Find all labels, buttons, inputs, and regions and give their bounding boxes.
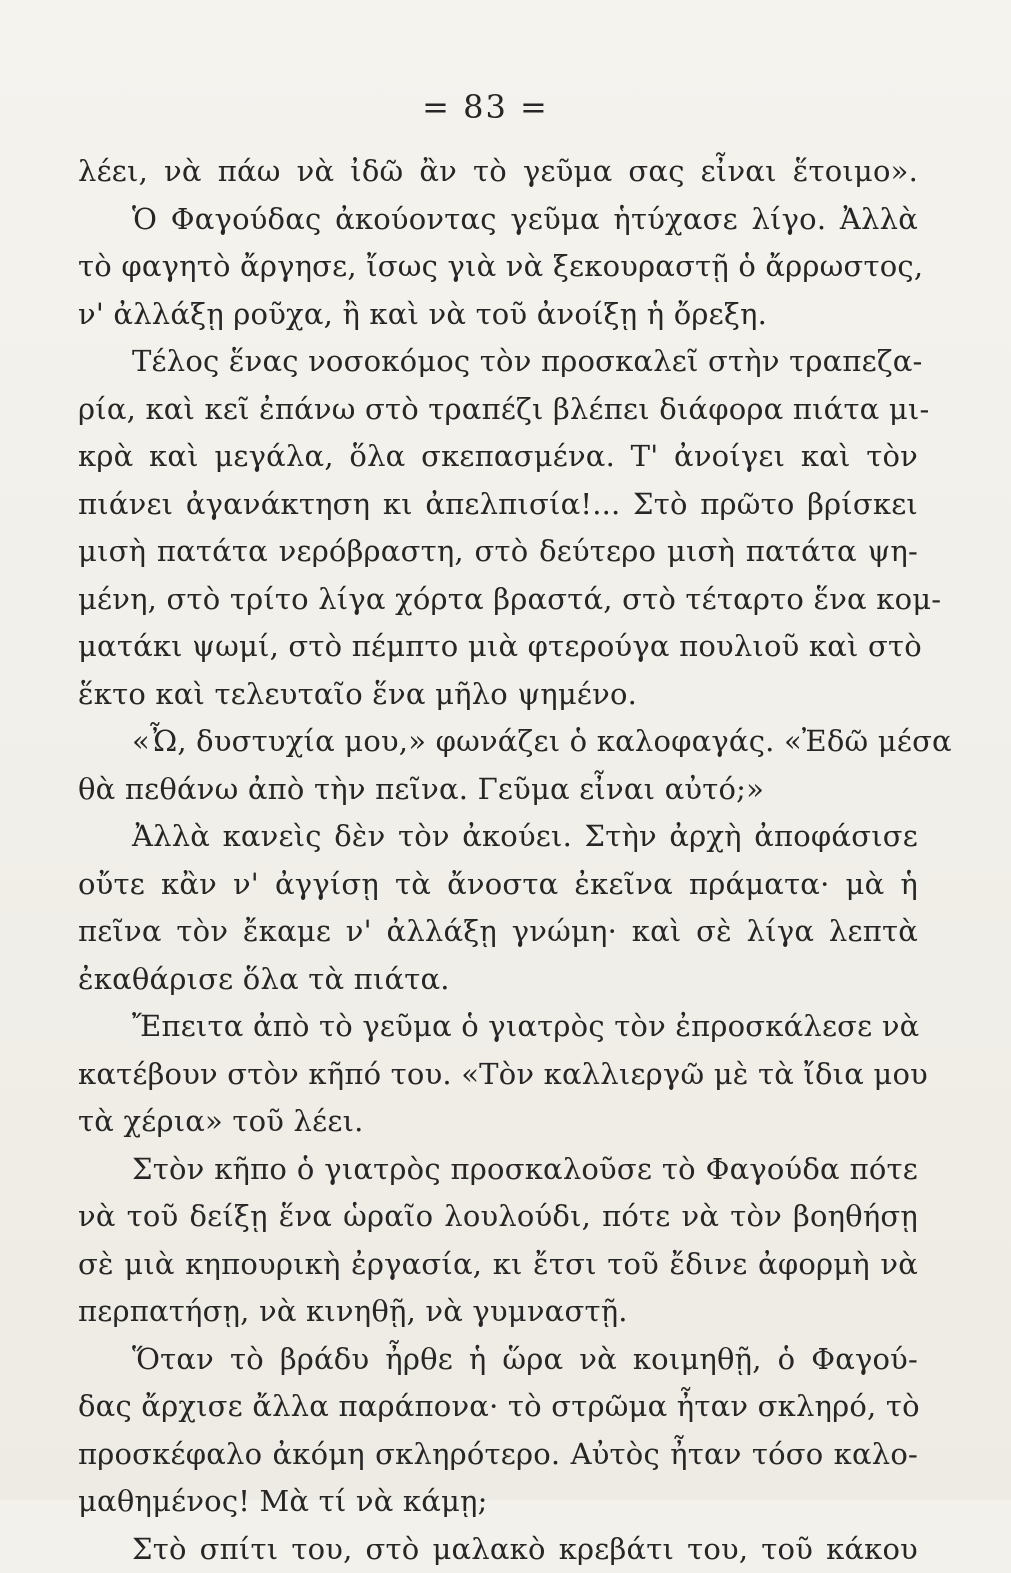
text-line: ρία, καὶ κεῖ ἐπάνω στὸ τραπέζι βλέπει διάφορα πιάτα μι- xyxy=(78,386,918,434)
text-line: οὔτε κἂν ν' ἀγγίσῃ τὰ ἄνοστα ἐκεῖνα πράματα· μὰ ἡ xyxy=(78,861,918,909)
text-line: κατέβουν στὸν κῆπό του. «Τὸν καλλιεργῶ μὲ τὰ ἴδια μου xyxy=(78,1051,918,1099)
text-line: λέει, νὰ πάω νὰ ἰδῶ ἂν τὸ γεῦμα σας εἶναι ἕτοιμο». xyxy=(78,148,918,196)
text-line: ἐκαθάρισε ὅλα τὰ πιάτα. xyxy=(78,956,918,1004)
text-line: «Ὦ, δυστυχία μου,» φωνάζει ὁ καλοφαγάς. «Ἐδῶ μέσα xyxy=(78,718,918,766)
text-line: προσκέφαλο ἀκόμη σκληρότερο. Αὐτὸς ἦταν τόσο καλο- xyxy=(78,1431,918,1479)
text-line: Στὸν κῆπο ὁ γιατρὸς προσκαλοῦσε τὸ Φαγούδα πότε xyxy=(78,1146,918,1194)
text-line: τὰ χέρια» τοῦ λέει. xyxy=(78,1098,918,1146)
text-line: πιάνει ἀγανάκτηση κι ἀπελπισία!... Στὸ πρῶτο βρίσκει xyxy=(78,481,918,529)
body-text xyxy=(78,148,918,1573)
text-line: κρὰ καὶ μεγάλα, ὅλα σκεπασμένα. Τ' ἀνοίγει καὶ τὸν xyxy=(78,433,918,481)
text-line: θὰ πεθάνω ἀπὸ τὴν πεῖνα. Γεῦμα εἶναι αὐτό;» xyxy=(78,766,918,814)
text-line: μένη, στὸ τρίτο λίγα χόρτα βραστά, στὸ τέταρτο ἕνα κομ- xyxy=(78,576,918,624)
text-line: τὸ φαγητὸ ἄργησε, ἴσως γιὰ νὰ ξεκουραστῇ ὁ ἄρρωστος, xyxy=(78,243,918,291)
text-line: μαθημένος! Μὰ τί νὰ κάμῃ; xyxy=(78,1478,918,1526)
text-line: Τέλος ἕνας νοσοκόμος τὸν προσκαλεῖ στὴν τραπεζα- xyxy=(78,338,918,386)
text-line: νὰ τοῦ δείξῃ ἕνα ὡραῖο λουλούδι, πότε νὰ τὸν βοηθήσῃ xyxy=(78,1193,918,1241)
text-line: δας ἄρχισε ἄλλα παράπονα· τὸ στρῶμα ἦταν σκληρό, τὸ xyxy=(78,1383,918,1431)
text-line: Στὸ σπίτι του, στὸ μαλακὸ κρεβάτι του, τοῦ κάκου xyxy=(78,1526,918,1573)
text-line: Ὁ Φαγούδας ἀκούοντας γεῦμα ἡτύχασε λίγο. Ἀλλὰ xyxy=(78,196,918,244)
text-line: Ἀλλὰ κανεὶς δὲν τὸν ἀκούει. Στὴν ἀρχὴ ἀποφάσισε xyxy=(78,813,918,861)
text-line: ν' ἀλλάξῃ ροῦχα, ἢ καὶ νὰ τοῦ ἀνοίξῃ ἡ ὄρεξη. xyxy=(78,291,918,339)
text-line: Ἔπειτα ἀπὸ τὸ γεῦμα ὁ γιατρὸς τὸν ἐπροσκάλεσε νὰ xyxy=(78,1003,918,1051)
page-number: = 83 = xyxy=(0,88,991,126)
text-line: σὲ μιὰ κηπουρικὴ ἐργασία, κι ἔτσι τοῦ ἔδινε ἀφορμὴ νὰ xyxy=(78,1241,918,1289)
text-line: ματάκι ψωμί, στὸ πέμπτο μιὰ φτερούγα πουλιοῦ καὶ στὸ xyxy=(78,623,918,671)
text-line: ἕκτο καὶ τελευταῖο ἕνα μῆλο ψημένο. xyxy=(78,671,918,719)
text-line: πεῖνα τὸν ἔκαμε ν' ἀλλάξῃ γνώμη· καὶ σὲ λίγα λεπτὰ xyxy=(78,908,918,956)
text-line: περπατήσῃ, νὰ κινηθῇ, νὰ γυμναστῇ. xyxy=(78,1288,918,1336)
text-line: μισὴ πατάτα νερόβραστη, στὸ δεύτερο μισὴ πατάτα ψη- xyxy=(78,528,918,576)
text-line: Ὅταν τὸ βράδυ ἦρθε ἡ ὥρα νὰ κοιμηθῇ, ὁ Φαγού- xyxy=(78,1336,918,1384)
